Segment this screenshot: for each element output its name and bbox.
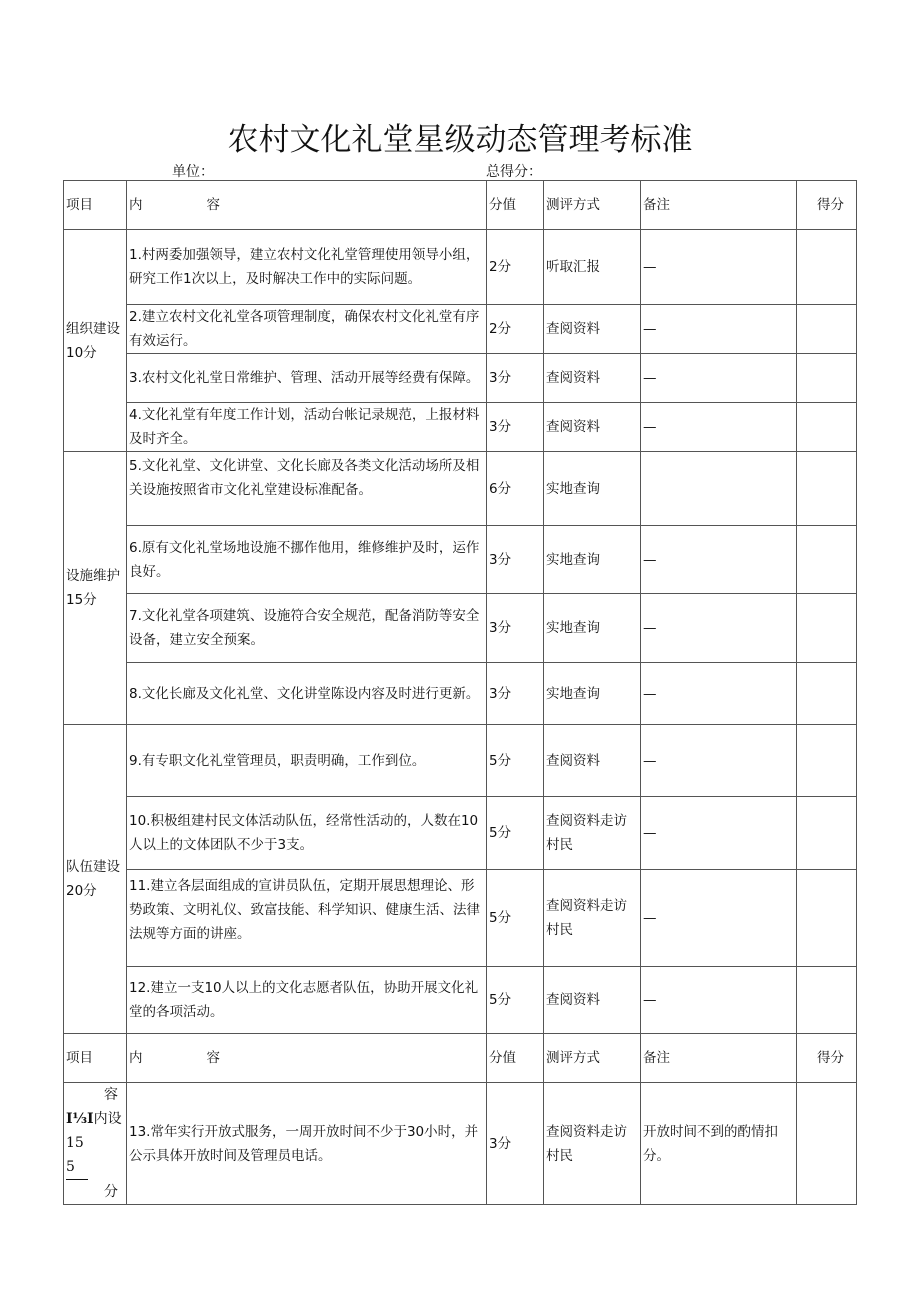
- header-points: 分值: [487, 181, 544, 230]
- table-header-row-repeat: [64, 1034, 857, 1083]
- row-score: [797, 870, 857, 967]
- row-method: 查阅资料走访村民: [544, 1083, 641, 1205]
- row-score: [797, 594, 857, 663]
- table-row: [64, 1083, 857, 1205]
- category-content-garbled: 容 I⅓I内设 155 分: [64, 1083, 127, 1205]
- row-points: 5分: [487, 967, 544, 1034]
- page-title: 农村文化礼堂星级动态管理考标准: [227, 122, 693, 158]
- row-method: 查阅资料: [544, 354, 641, 403]
- row-content: 5.文化礼堂、文化讲堂、文化长廊及各类文化活动场所及相关设施按照省市文化礼堂建设标准配备。: [127, 452, 487, 526]
- row-note: —: [641, 594, 797, 663]
- row-note: 开放时间不到的酌情扣分。: [641, 1083, 797, 1205]
- row-content: 11.建立各层面组成的宣讲员队伍，定期开展思想理论、形势政策、文明礼仪、致富技能、科学知识、健康生活、法律法规等方面的讲座。: [127, 870, 487, 967]
- row-method: 实地查询: [544, 663, 641, 725]
- header-project: 项目: [64, 1034, 127, 1083]
- row-content: 8.文化长廊及文化礼堂、文化讲堂陈设内容及时进行更新。: [127, 663, 487, 725]
- row-note: —: [641, 870, 797, 967]
- row-method: 实地查询: [544, 526, 641, 594]
- row-method: 实地查询: [544, 594, 641, 663]
- table-row: [64, 403, 857, 452]
- row-method: 实地查询: [544, 452, 641, 526]
- category-facility: 设施维护15分: [64, 452, 127, 725]
- table-row: [64, 870, 857, 967]
- row-score: [797, 305, 857, 354]
- header-note: 备注: [641, 1034, 797, 1083]
- row-note: —: [641, 967, 797, 1034]
- row-note: —: [641, 663, 797, 725]
- row-score: [797, 725, 857, 797]
- table-row: [64, 594, 857, 663]
- row-points: 3分: [487, 1083, 544, 1205]
- header-score: 得分: [797, 1034, 857, 1083]
- unit-label: 单位：: [172, 164, 214, 180]
- row-method: 查阅资料: [544, 967, 641, 1034]
- table-row: [64, 354, 857, 403]
- row-content: 4.文化礼堂有年度工作计划，活动台帐记录规范，上报材料及时齐全。: [127, 403, 487, 452]
- table-row: [64, 526, 857, 594]
- row-note: —: [641, 797, 797, 870]
- table-row: [64, 452, 857, 526]
- row-score: [797, 797, 857, 870]
- table-header-row: [64, 181, 857, 230]
- row-score: [797, 663, 857, 725]
- row-method: 查阅资料: [544, 725, 641, 797]
- row-points: 5分: [487, 870, 544, 967]
- header-content: 内 容: [127, 1034, 487, 1083]
- table-row: [64, 967, 857, 1034]
- row-points: 6分: [487, 452, 544, 526]
- table-row: [64, 663, 857, 725]
- row-points: 5分: [487, 797, 544, 870]
- row-content: 9.有专职文化礼堂管理员，职责明确，工作到位。: [127, 725, 487, 797]
- table-row: [64, 797, 857, 870]
- row-points: 3分: [487, 594, 544, 663]
- row-points: 3分: [487, 354, 544, 403]
- table-row: [64, 305, 857, 354]
- header-method: 测评方式: [544, 1034, 641, 1083]
- row-note: —: [641, 526, 797, 594]
- row-method: 查阅资料走访村民: [544, 797, 641, 870]
- total-score-label: 总得分：: [486, 164, 542, 180]
- row-score: [797, 1083, 857, 1205]
- header-points: 分值: [487, 1034, 544, 1083]
- row-points: 2分: [487, 230, 544, 305]
- row-content: 12.建立一支10人以上的文化志愿者队伍，协助开展文化礼堂的各项活动。: [127, 967, 487, 1034]
- row-note: —: [641, 230, 797, 305]
- row-points: 5分: [487, 725, 544, 797]
- row-note: —: [641, 403, 797, 452]
- row-note: —: [641, 354, 797, 403]
- row-score: [797, 526, 857, 594]
- row-score: [797, 452, 857, 526]
- header-method: 测评方式: [544, 181, 641, 230]
- row-method: 查阅资料走访村民: [544, 870, 641, 967]
- row-points: 3分: [487, 663, 544, 725]
- row-points: 3分: [487, 526, 544, 594]
- row-score: [797, 354, 857, 403]
- row-content: 10.积极组建村民文体活动队伍，经常性活动的，人数在10人以上的文体团队不少于3支。: [127, 797, 487, 870]
- row-content: 2.建立农村文化礼堂各项管理制度，确保农村文化礼堂有序有效运行。: [127, 305, 487, 354]
- row-content: 13.常年实行开放式服务，一周开放时间不少于30小时，并公示具体开放时间及管理员电话。: [127, 1083, 487, 1205]
- row-method: 查阅资料: [544, 403, 641, 452]
- row-content: 7.文化礼堂各项建筑、设施符合安全规范，配备消防等安全设备，建立安全预案。: [127, 594, 487, 663]
- row-note: —: [641, 725, 797, 797]
- header-note: 备注: [641, 181, 797, 230]
- row-method: 查阅资料: [544, 305, 641, 354]
- row-content: 6.原有文化礼堂场地设施不挪作他用，维修维护及时，运作良好。: [127, 526, 487, 594]
- table-row: [64, 725, 857, 797]
- row-note: [641, 452, 797, 526]
- row-points: 2分: [487, 305, 544, 354]
- row-score: [797, 967, 857, 1034]
- row-content: 3.农村文化礼堂日常维护、管理、活动开展等经费有保障。: [127, 354, 487, 403]
- row-points: 3分: [487, 403, 544, 452]
- category-team: 队伍建设20分: [64, 725, 127, 1034]
- row-score: [797, 230, 857, 305]
- header-project: 项目: [64, 181, 127, 230]
- row-score: [797, 403, 857, 452]
- header-score: 得分: [797, 181, 857, 230]
- row-content: 1.村两委加强领导，建立农村文化礼堂管理使用领导小组，研究工作1次以上，及时解决工作中的实际问题。: [127, 230, 487, 305]
- assessment-table: [63, 180, 857, 1205]
- table-row: [64, 230, 857, 305]
- row-method: 听取汇报: [544, 230, 641, 305]
- category-org: 组织建设10分: [64, 230, 127, 452]
- header-content: 内 容: [127, 181, 487, 230]
- row-note: —: [641, 305, 797, 354]
